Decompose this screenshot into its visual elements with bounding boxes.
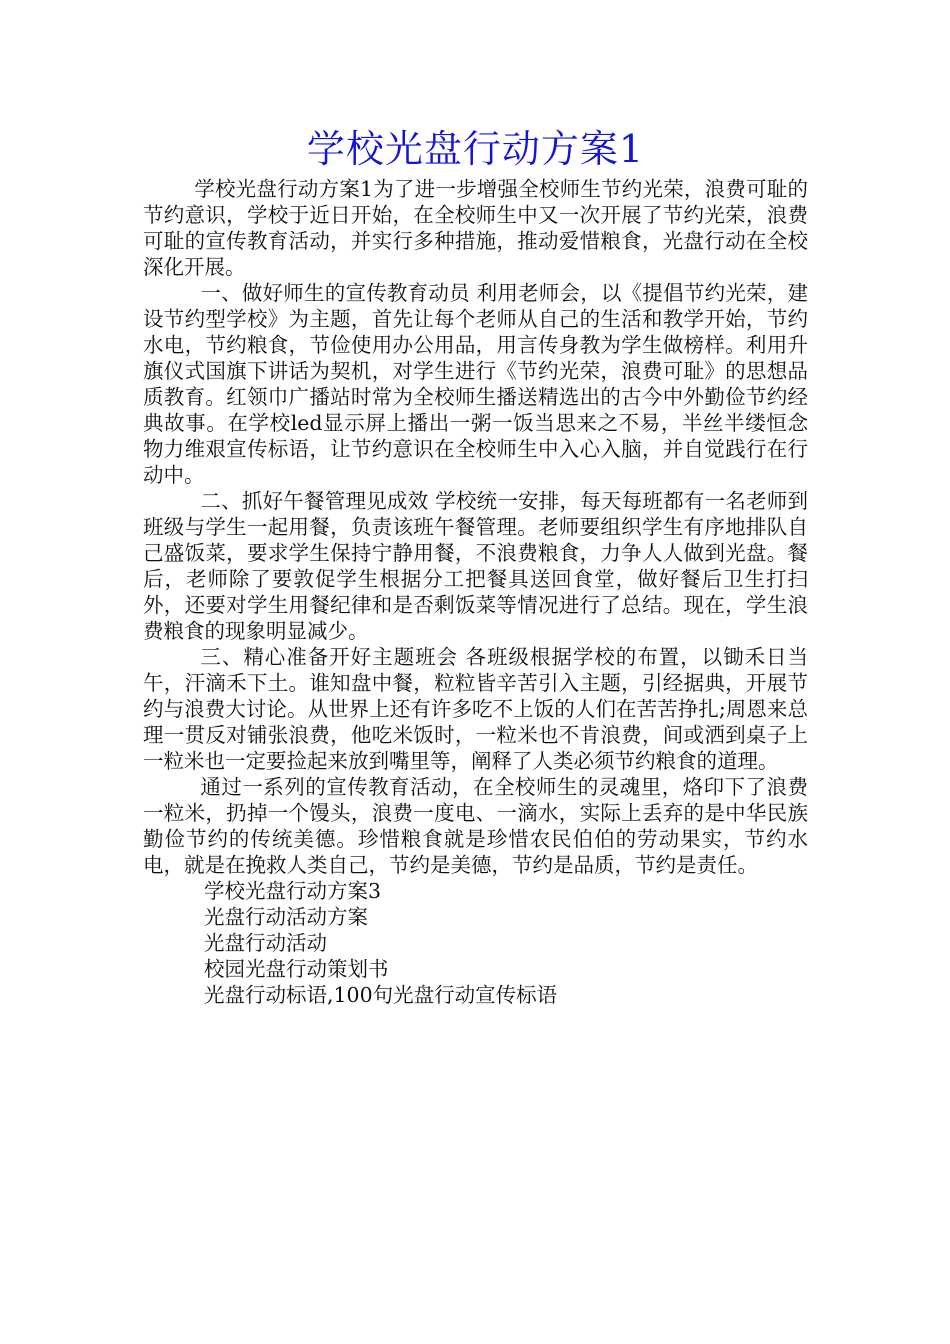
intro-paragraph: 学校光盘行动方案1为了进一步增强全校师生节约光荣，浪费可耻的节约意识，学校于近日开始，在全校师生中又一次开展了节约光荣，浪费可耻的宣传教育活动，并实行多种措施，推动爱惜粮食，光盘行动在全校深化开展。 xyxy=(143,177,808,279)
related-links-list xyxy=(143,878,808,1008)
related-link[interactable]: 校园光盘行动策划书 xyxy=(204,957,389,981)
document-title: 学校光盘行动方案1 xyxy=(306,127,645,171)
section-one-paragraph: 一、做好师生的宣传教育动员 利用老师会，以《提倡节约光荣，建设节约型学校》为主题，首先让每个老师从自己的生活和教学开始，节约水电，节约粮食，节俭使用办公用品，用言传身教为学生做榜样。利用升旗仪式国旗下讲话为契机，对学生进行《节约光荣，浪费可耻》的思想品质教育。红领巾广播站时常为全校师生播送精选出的古今中外勤俭节约经典故事。在学校led显示屏上播出一粥一饭当思来之不易，半丝半缕恒念物力维艰宣传标语，让节约意识在全校师生中入心入脑，并自觉践行在行动中。 xyxy=(143,281,808,487)
related-link[interactable]: 光盘行动活动 xyxy=(204,931,327,955)
related-link[interactable]: 学校光盘行动方案3 xyxy=(204,879,382,903)
related-link[interactable]: 光盘行动活动方案 xyxy=(204,905,368,929)
section-three-paragraph: 三、精心准备开好主题班会 各班级根据学校的布置，以锄禾日当午，汗滴禾下土。谁知盘中餐，粒粒皆辛苦引入主题，引经据典，开展节约与浪费大讨论。从世界上还有许多吃不上饭的人们在苦苦挣扎;周恩来总理一贯反对铺张浪费，他吃米饭时，一粒米也不肯浪费，间或洒到桌子上一粒米也一定要捡起来放到嘴里等，阐释了人类必须节约粮食的道理。 xyxy=(143,645,808,773)
document-page xyxy=(143,122,808,1008)
conclusion-paragraph: 通过一系列的宣传教育活动，在全校师生的灵魂里，烙印下了浪费一粒米，扔掉一个馒头，浪费一度电、一滴水，实际上丢弃的是中华民族勤俭节约的传统美德。珍惜粮食就是珍惜农民伯伯的劳动果实，节约水电，就是在挽救人类自己，节约是美德，节约是品质，节约是责任。 xyxy=(143,775,808,877)
related-link[interactable]: 光盘行动标语,100句光盘行动宣传标语 xyxy=(204,983,558,1007)
section-two-paragraph: 二、抓好午餐管理见成效 学校统一安排，每天每班都有一名老师到班级与学生一起用餐，负责该班午餐管理。老师要组织学生有序地排队自己盛饭菜，要求学生保持宁静用餐，不浪费粮食，力争人人做到光盘。餐后，老师除了要敦促学生根据分工把餐具送回食堂，做好餐后卫生打扫外，还要对学生用餐纪律和是否剩饭菜等情况进行了总结。现在，学生浪费粮食的现象明显减少。 xyxy=(143,489,808,643)
